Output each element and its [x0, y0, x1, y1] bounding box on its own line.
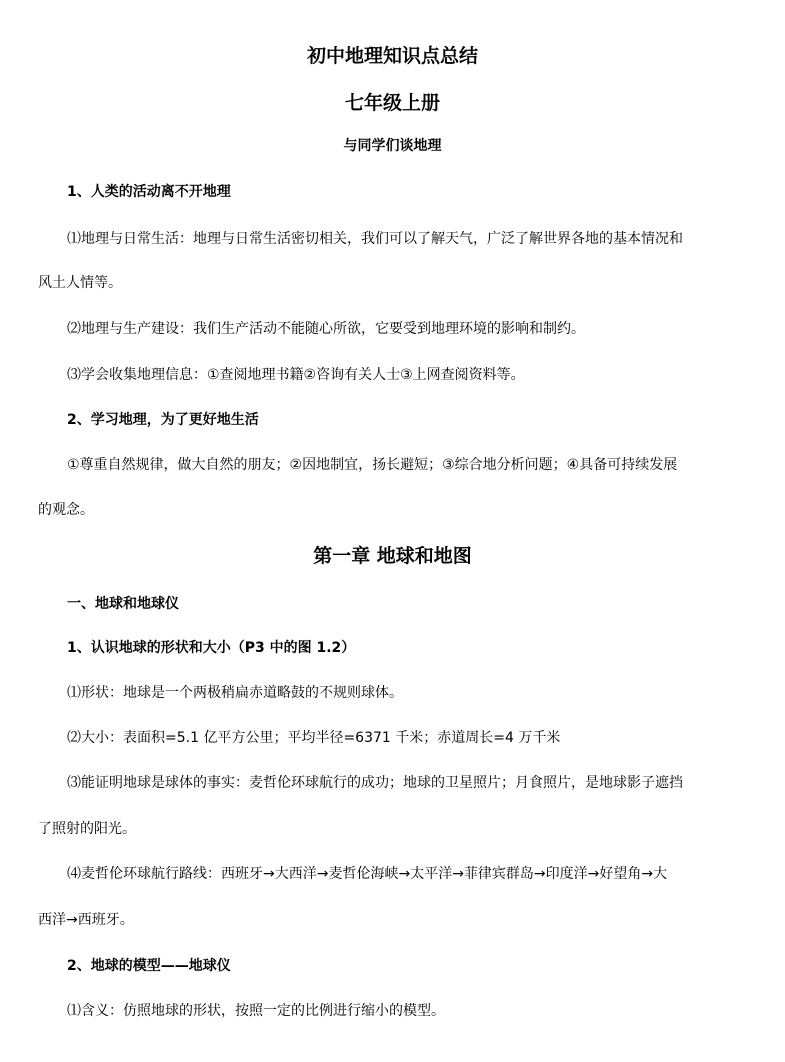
heading-globe-model: 2、地球的模型——地球仪	[67, 958, 231, 974]
paragraph-evidence: ⑶能证明地球是球体的事实：麦哲伦环球航行的成功；地球的卫星照片；月食照片，是地球影子遮挡	[67, 775, 683, 791]
heading-shape-size: 1、认识地球的形状和大小（P3 中的图 1.2）	[67, 640, 356, 656]
paragraph-magellan-route-cont: 西洋→西班牙。	[38, 912, 134, 928]
paragraph-daily-life: ⑴地理与日常生活：地理与日常生活密切相关，我们可以了解天气，广泛了解世界各地的基本情况和	[67, 231, 683, 247]
document-subtitle: 七年级上册	[344, 92, 440, 114]
document-title: 初中地理知识点总结	[306, 45, 478, 67]
paragraph-magellan-route: ⑷麦哲伦环球航行路线：西班牙→大西洋→麦哲伦海峡→太平洋→菲律宾群岛→印度洋→好望角→大	[67, 866, 668, 882]
paragraph-globe-definition: ⑴含义：仿照地球的形状，按照一定的比例进行缩小的模型。	[67, 1003, 445, 1019]
paragraph-size: ⑵大小：表面积=5.1 亿平方公里；平均半径=6371 千米；赤道周长=4 万千米	[67, 730, 561, 746]
paragraph-production: ⑵地理与生产建设：我们生产活动不能随心所欲，它要受到地理环境的影响和制约。	[67, 321, 585, 337]
heading-earth-globe: 一、地球和地球仪	[67, 596, 179, 612]
chapter-title: 第一章 地球和地图	[313, 545, 472, 567]
section-title: 与同学们谈地理	[343, 138, 442, 154]
paragraph-evidence-cont: 了照射的阳光。	[38, 821, 136, 837]
heading-study-geography: 2、学习地理，为了更好地生活	[67, 412, 259, 428]
paragraph-collect-info: ⑶学会收集地理信息：①查阅地理书籍②咨询有关人士③上网查阅资料等。	[67, 367, 525, 383]
paragraph-principles: ①尊重自然规律，做大自然的朋友；②因地制宜，扬长避短；③综合地分析问题；④具备可持续发展	[67, 457, 678, 473]
paragraph-shape: ⑴形状：地球是一个两极稍扁赤道略鼓的不规则球体。	[67, 685, 403, 701]
paragraph-principles-cont: 的观念。	[38, 502, 94, 518]
paragraph-daily-life-cont: 风土人情等。	[38, 275, 122, 291]
heading-human-activity: 1、人类的活动离不开地理	[67, 184, 231, 200]
